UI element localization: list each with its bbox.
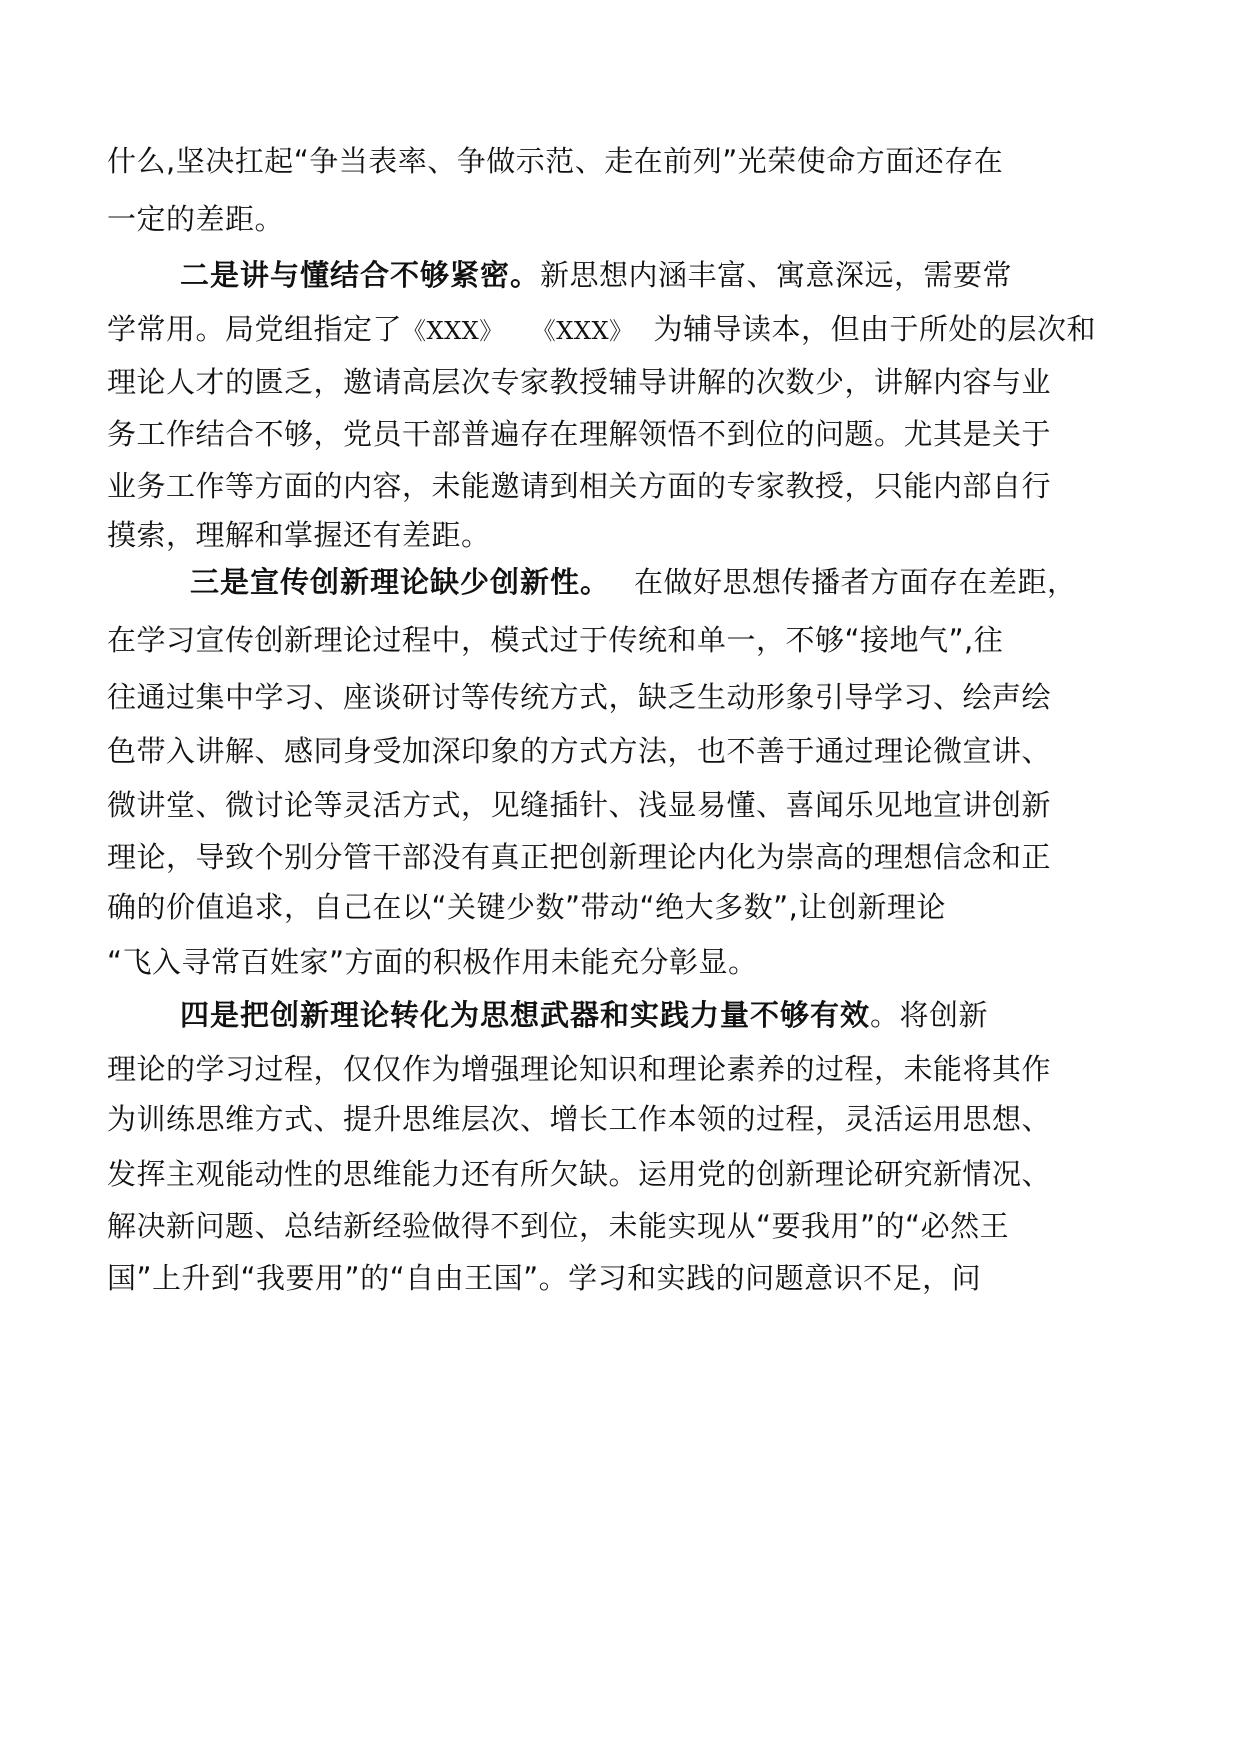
text-line: 务工作结合不够，党员干部普遍存在理解领悟不到位的问题。尤其是关于 — [107, 417, 1052, 451]
section-heading-3: 三是宣传创新理论缺少创新性。 — [190, 565, 611, 599]
text-line: 为训练思维方式、提升思维层次、增长工作本领的过程，灵活运用思想、 — [107, 1102, 1052, 1136]
book-title-1: 《XXX》 — [402, 317, 504, 345]
text-line: 理论，导致个别分管干部没有真正把创新理论内化为崇高的理想信念和正 — [107, 840, 1052, 874]
text-line: 业务工作等方面的内容，未能邀请到相关方面的专家教授，只能内部自行 — [107, 469, 1052, 503]
text-line: 理论的学习过程，仅仅作为增强理论知识和理论素养的过程，未能将其作 — [107, 1052, 1052, 1086]
text-line: 往通过集中学习、座谈研讨等传统方式，缺乏生动形象引导学习、绘声绘 — [107, 680, 1052, 714]
text-line: 微讲堂、微讨论等灵活方式，见缝插针、浅显易懂、喜闻乐见地宣讲创新 — [107, 788, 1052, 822]
text-line: 什么,坚决扛起“争当表率、争做示范、走在前列”光荣使命方面还存在 — [107, 144, 1004, 178]
text-line: 一定的差距。 — [107, 202, 285, 236]
text-line: 在学习宣传创新理论过程中，模式过于传统和单一，不够“接地气”,往 — [107, 623, 1004, 657]
paragraph-3-first-line: 三是宣传创新理论缺少创新性。 在做好思想传播者方面存在差距， — [190, 565, 1077, 599]
text-line: 摸索，理解和掌握还有差距。 — [107, 518, 491, 552]
text-line: 确的价值追求，自己在以“关键少数”带动“绝大多数”,让创新理论 — [107, 890, 946, 924]
text-line: 色带入讲解、感同身受加深印象的方式方法，也不善于通过理论微宣讲、 — [107, 734, 1052, 768]
text-line: 发挥主观能动性的思维能力还有所欠缺。运用党的创新理论研究新情况、 — [107, 1157, 1052, 1191]
text-line: “飞入寻常百姓家”方面的积极作用未能充分彰显。 — [107, 945, 758, 979]
text-line: 理论人才的匮乏，邀请高层次专家教授辅导讲解的次数少，讲解内容与业 — [107, 365, 1052, 399]
text-line: 解决新问题、总结新经验做得不到位，未能实现从“要我用”的“必然王 — [107, 1209, 1010, 1243]
section-heading-2: 二是讲与懂结合不够紧密。 — [180, 258, 541, 292]
paragraph-2-first-line: 二是讲与懂结合不够紧密。新思想内涵丰富、寓意深远，需要常 — [180, 258, 1013, 292]
paragraph-4-first-line: 四是把创新理论转化为思想武器和实践力量不够有效。将创新 — [180, 998, 989, 1032]
book-title-2: 《XXX》 — [531, 317, 634, 345]
section-heading-4: 四是把创新理论转化为思想武器和实践力量不够有效 — [180, 998, 871, 1032]
text-line: 学常用。局党组指定了《XXX》 《XXX》 为辅导读本，但由于所处的层次和 — [107, 312, 1097, 346]
text-line: 国”上升到“我要用”的“自由王国”。学习和实践的问题意识不足，问 — [107, 1261, 982, 1295]
